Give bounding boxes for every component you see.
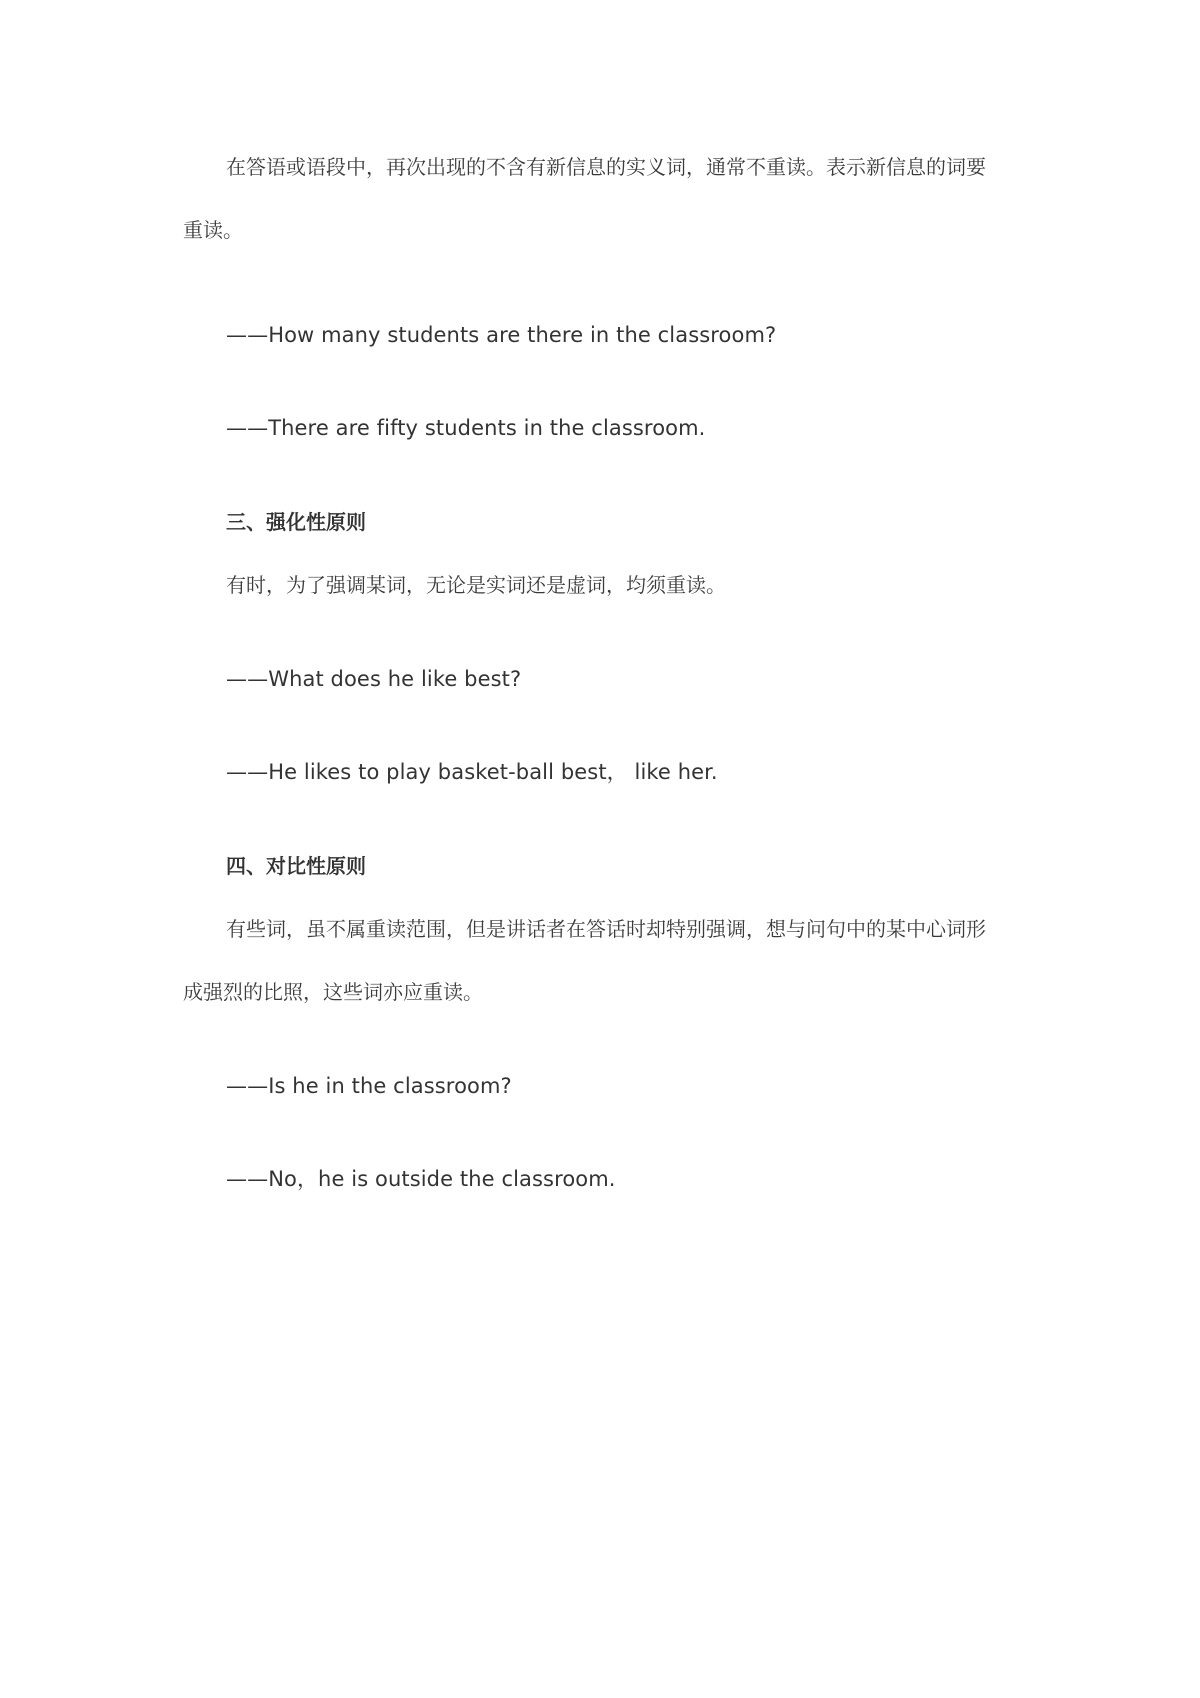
paragraph-line: 有些词，虽不属重读范围，但是讲话者在答话时却特别强调，想与问句中的某中心词形 (226, 917, 986, 941)
example-question: ——What does he like best? (226, 667, 522, 691)
example-answer: ——No，he is outside the classroom. (226, 1167, 616, 1191)
section-body: 有时，为了强调某词，无论是实词还是虚词，均须重读。 (226, 573, 726, 597)
example-answer: ——There are fifty students in the classroom. (226, 416, 706, 440)
section-heading: 四、对比性原则 (226, 854, 366, 878)
paragraph-line: 在答语或语段中，再次出现的不含有新信息的实义词，通常不重读。表示新信息的词要 (226, 155, 986, 179)
paragraph-line: 重读。 (183, 218, 243, 242)
example-question: ——Is he in the classroom? (226, 1074, 512, 1098)
paragraph-line: 成强烈的比照，这些词亦应重读。 (183, 980, 483, 1004)
example-answer: ——He likes to play basket-ball best， like her. (226, 760, 718, 784)
section-heading: 三、强化性原则 (226, 510, 366, 534)
example-question: ——How many students are there in the classroom? (226, 323, 777, 347)
